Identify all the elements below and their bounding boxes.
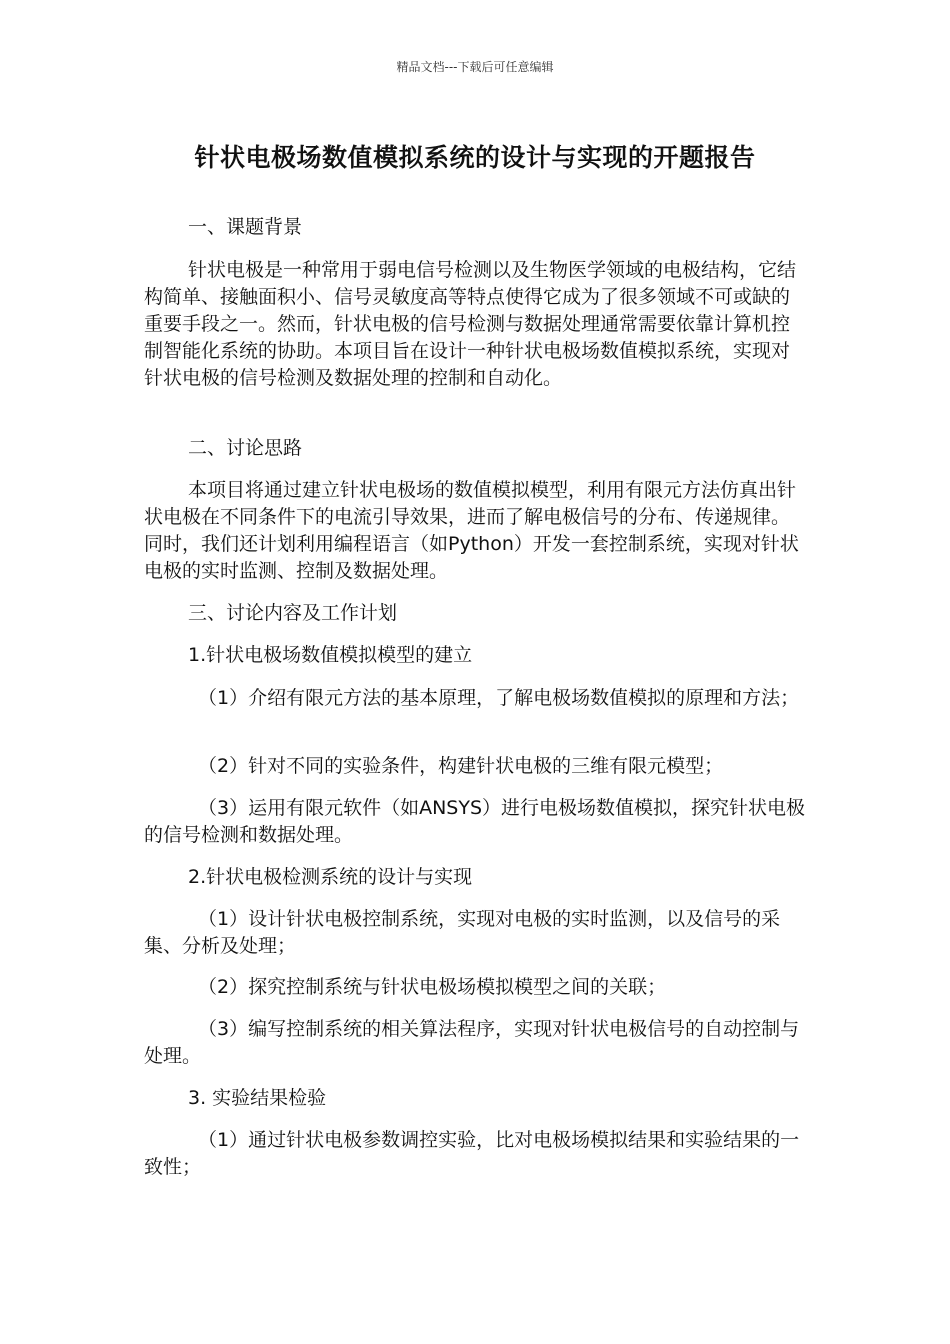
list-item: （1）设计针状电极控制系统，实现对电极的实时监测，以及信号的采集、分析及处理； [144,908,781,957]
list-item: （3）编写控制系统的相关算法程序，实现对针状电极信号的自动控制与处理。 [144,1018,800,1067]
section-heading-background: 一、课题背景 [188,216,303,238]
list-item: （1）介绍有限元方法的基本原理，了解电极场数值模拟的原理和方法； [198,687,800,709]
subsection-heading-model: 1.针状电极场数值模拟模型的建立 [188,644,473,666]
list-item: （3）运用有限元软件（如ANSYS）进行电极场数值模拟，探究针状电极的信号检测和数据处理。 [144,797,806,846]
list-item: （2）探究控制系统与针状电极场模拟模型之间的关联； [198,976,667,998]
list-item: （1）通过针状电极参数调控实验，比对电极场模拟结果和实验结果的一致性； [144,1129,800,1178]
document-title: 针状电极场数值模拟系统的设计与实现的开题报告 [194,143,756,172]
section-heading-plan: 三、讨论内容及工作计划 [188,602,398,624]
paragraph-approach: 本项目将通过建立针状电极场的数值模拟模型，利用有限元方法仿真出针状电极在不同条件下的电流引导效果，进而了解电极信号的分布、传递规律。同时，我们还计划利用编程语言（如Python）开发一套控制系统，实现对针状电极的实时监测、控制及数据处理。 [144,479,799,582]
paragraph-background: 针状电极是一种常用于弱电信号检测以及生物医学领域的电极结构，它结构简单、接触面积小、信号灵敏度高等特点使得它成为了很多领域不可或缺的重要手段之一。然而，针状电极的信号检测与数据处理通常需要依靠计算机控制智能化系统的协助。本项目旨在设计一种针状电极场数值模拟系统，实现对针状电极的信号检测及数据处理的控制和自动化。 [144,259,797,389]
list-item: （2）针对不同的实验条件，构建针状电极的三维有限元模型； [198,755,724,777]
page-header: 精品文档---下载后可任意编辑 [396,60,554,74]
section-heading-approach: 二、讨论思路 [188,437,303,459]
subsection-heading-system: 2.针状电极检测系统的设计与实现 [188,866,473,888]
subsection-heading-verification: 3. 实验结果检验 [188,1087,327,1109]
